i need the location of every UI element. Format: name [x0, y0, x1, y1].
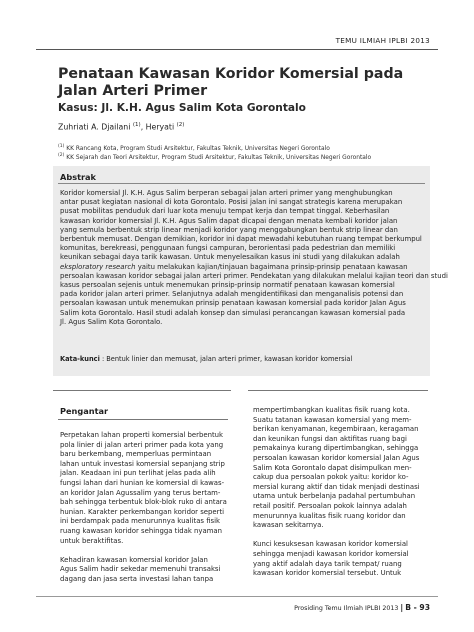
body-line: bah sehingga terbentuk blok-blok ruko di antara: [60, 498, 227, 507]
author-affiliation-mark: (2): [176, 122, 185, 128]
body-line: an koridor Jalan Agussalim yang terus bertam-: [60, 488, 221, 497]
abstract-line: kawasan koridor komersial Jl. K.H. Agus Salim dapat dicapai dengan menata kembali koridor jalan: [60, 216, 398, 225]
header-divider: [36, 49, 438, 50]
abstract-line: persoalan kawasan koridor sebagai jalan arteri primer. Pendekatan yang dilakukan melalui kajian teori dan studi: [60, 271, 448, 280]
body-line: mempertimbangkan kualitas fisik ruang kota.: [253, 406, 410, 414]
abstract-divider: [58, 183, 425, 184]
page-footer: [294, 603, 430, 612]
footer-divider: [36, 596, 438, 597]
paper-title: Penataan Kawasan Koridor Komersial pada Jalan Arteri Primer: [58, 66, 404, 99]
abstract-line: persoalan kawasan untuk menemukan prinsip penataan kawasan komersial pada koridor Jalan Agus: [60, 299, 406, 308]
keywords: [60, 355, 352, 363]
affiliation-text: KK Rancang Kota, Program Studi Arsitektur, Fakultas Teknik, Universitas Negeri Gorontalo: [66, 145, 330, 152]
abstract-line: pada koridor jalan arteri primer. Selanjutnya adalah mengidentifikasi dan menganalisis potensi dan: [60, 290, 404, 299]
keywords-text: : Bentuk linier dan memusat, jalan arteri primer, kawasan koridor komersial: [99, 355, 353, 363]
affiliation-mark: (1): [58, 144, 65, 149]
body-line: Kunci kesuksesan kawasan koridor komersial: [253, 540, 408, 549]
right-column-top-rule: [248, 390, 428, 391]
body-line: dagang dan jasa serta investasi lahan tanpa: [60, 575, 214, 583]
abstract-line: kasus persoalan sejenis untuk menemukan prinsip-prinsip normatif penataan kawasan komersial: [60, 281, 395, 289]
author-name: Zuhriati A. Djailani: [58, 122, 131, 132]
left-column-top-rule: [53, 390, 231, 391]
body-line: Perpetakan lahan properti komersial berbentuk: [60, 431, 224, 439]
author-line: [58, 122, 184, 132]
author-separator: ,: [140, 122, 144, 132]
body-line: utama untuk berbelanja padahal pertumbuhan: [253, 492, 416, 501]
running-head: TEMU ILMIAH IPLBI 2013: [335, 36, 430, 45]
body-line: kawasan koridor komersial tersebut. Untuk: [253, 569, 402, 578]
abstract-line: Jl. Agus Salim Kota Gorontalo.: [60, 317, 163, 326]
body-line: menurunnya kualitas fisik ruang koridor dan: [253, 511, 406, 520]
body-line: mersial kurang aktif dan tidak menjadi destinasi: [253, 482, 420, 491]
section-heading: Pengantar: [60, 406, 109, 416]
body-line: Agus Salim hadir sekedar memenuhi transaksi: [60, 565, 221, 574]
affiliation-text: KK Sejarah dan Teori Arsitektur, Program Studi Arsitektur, Fakultas Teknik, Universitas Negeri Gorontalo: [66, 154, 372, 161]
abstract-line: komunitas, berekreasi, penggunaan fungsi campuran, berorientasi pada pedestrian dan memiliki: [60, 244, 396, 253]
body-line: ini berdampak pada menurunnya kualitas fisik: [60, 517, 221, 526]
body-line: yang aktif adalah daya tarik tempat/ ruang: [253, 559, 402, 568]
abstract-line: keunikan sebagai daya tarik kawasan. Untuk menyelesaikan kasus ini studi yang dilakukan adalah: [60, 253, 400, 262]
body-line: pola linier di jalan arteri primer pada kota yang: [60, 440, 224, 449]
abstract-italic-term: eksploratory research: [60, 262, 136, 271]
body-line: baru berkembang, memperluas permintaan: [60, 450, 212, 459]
paper-subtitle: Kasus: Jl. K.H. Agus Salim Kota Gorontalo: [58, 102, 306, 114]
body-line: kawasan sekitarnya.: [253, 521, 324, 530]
body-line: cakup dua persoalan pokok yaitu: koridor ko-: [253, 473, 409, 482]
abstract-line: Salim kota Gorontalo. Hasil studi adalah konsep dan simulasi perancangan kawasan komersial pada: [60, 308, 406, 317]
body-line: ruang kawasan koridor sehingga tidak nyaman: [60, 527, 222, 535]
body-line: Salim Kota Gorontalo dapat disimpulkan men-: [253, 463, 412, 472]
section-heading-rule: [58, 419, 228, 420]
abstract-line: Koridor komersial Jl. K.H. Agus Salim berperan sebagai jalan arteri primer yang menghubungkan: [60, 189, 393, 197]
affiliation-mark: (2): [58, 153, 65, 158]
body-line: pemakainya kurang dipertimbangkan, sehingga: [253, 444, 419, 453]
body-line: sehingga menjadi kawasan koridor komersial: [253, 550, 409, 558]
footer-proceedings: Prosiding Temu Ilmiah IPLBI 2013: [294, 605, 399, 612]
body-line: Kehadiran kawasan komersial koridor Jalan: [60, 555, 208, 564]
footer-separator: |: [400, 603, 404, 612]
body-line: hunian. Karakter perkembangan koridor seperti: [60, 507, 225, 516]
page-number: B - 93: [405, 603, 430, 612]
body-line: persoalan kawasan koridor komersial Jalan Agus: [253, 454, 420, 462]
abstract-line: [60, 263, 407, 272]
body-line: jalan. Keadaan ini pun terlihat jelas pada alih: [60, 469, 216, 478]
abstract-line-rest: yaitu melakukan kajian/tinjauan bagaimana prinsip-prinsip penataan kawasan: [135, 262, 408, 271]
body-line: fungsi lahan dari hunian ke komersial di kawas-: [60, 479, 225, 487]
abstract-line: berbentuk memusat. Dengan demikian, koridor ini dapat mewadahi kebutuhan ruang tempat berkumpul: [60, 235, 422, 243]
body-line: lahan untuk investasi komersial sepanjang strip: [60, 459, 225, 468]
body-line: retail positif. Persoalan pokok lainnya adalah: [253, 502, 407, 510]
abstract-line: pusat mobilitas penduduk dari luar kota menuju tempat kerja dan tempat tinggal. Keberhasilan: [60, 207, 390, 216]
author-affiliation-mark: (1): [132, 122, 141, 128]
body-line: untuk beraktifitas.: [60, 536, 124, 545]
body-line: berikan kenyamanan, kegembiraan, keragaman: [253, 425, 419, 434]
abstract-line: antar pusat kegiatan nasional di kota Gorontalo. Posisi jalan ini sangat strategis karena merupakan: [60, 198, 403, 207]
author-name: Heryati: [145, 122, 175, 132]
body-line: Suatu tatanan kawasan komersial yang mem-: [253, 415, 412, 424]
body-line: dan keunikan fungsi dan aktifitas ruang bagi: [253, 434, 407, 443]
affiliation-2: [58, 151, 371, 163]
abstract-line: yang semula berbentuk strip linear menjadi koridor yang menggabungkan bentuk strip linear dan: [60, 225, 398, 234]
keywords-label: Kata-kunci: [60, 355, 100, 363]
abstract-heading: Abstrak: [60, 172, 96, 182]
